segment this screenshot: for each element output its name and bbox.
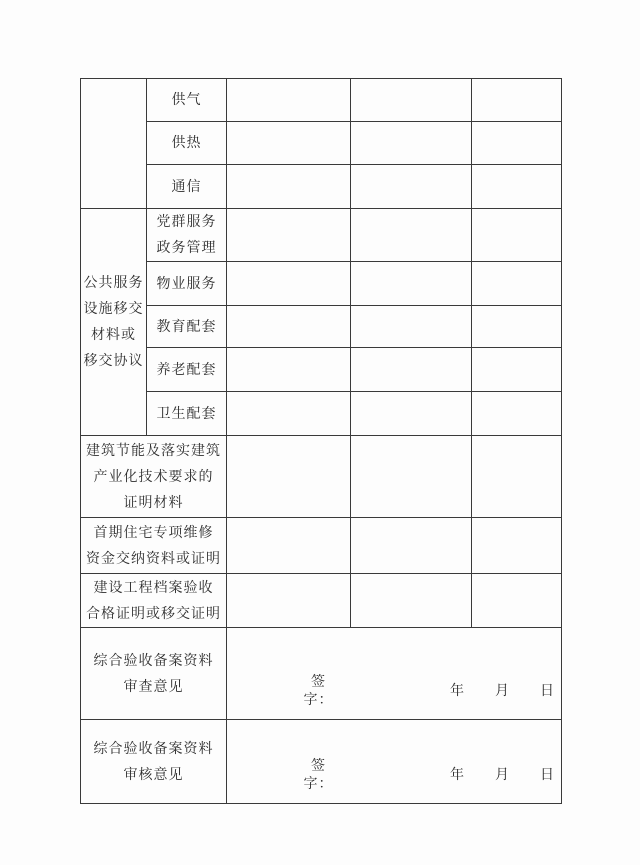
table-row: [81, 209, 562, 262]
entry-cell[interactable]: [472, 306, 562, 348]
label-line: 审查意见: [123, 678, 184, 695]
entry-cell[interactable]: [351, 574, 472, 628]
entry-cell[interactable]: [351, 209, 472, 262]
date-year-label: 年: [450, 683, 465, 699]
entry-cell[interactable]: [227, 436, 351, 518]
date-month-label: 月: [495, 767, 510, 783]
table-row: [81, 79, 562, 122]
group-label-line: 材料或: [91, 327, 136, 343]
entry-cell[interactable]: [227, 518, 351, 574]
entry-cell[interactable]: [472, 518, 562, 574]
entry-cell[interactable]: [472, 436, 562, 518]
label-line: 综合验收备案资料: [93, 740, 214, 757]
item-elderly-care: 养老配套: [147, 348, 227, 392]
table-row: [81, 628, 562, 720]
item-telecom: 通信: [147, 165, 227, 209]
item-education: 教育配套: [147, 306, 227, 348]
item-healthcare: 卫生配套: [147, 392, 227, 436]
table-row: [81, 720, 562, 804]
signature-label: 签字：: [303, 758, 334, 792]
label-line: 证明材料: [123, 494, 184, 511]
entry-cell[interactable]: [227, 348, 351, 392]
archive-certificate-label: [81, 574, 227, 628]
acceptance-filing-table: [80, 78, 562, 804]
date-fields: [450, 682, 555, 700]
date-year-label: 年: [450, 767, 465, 783]
review-opinion-field[interactable]: [227, 628, 562, 720]
entry-cell[interactable]: [472, 262, 562, 306]
group-label-line: 移交协议: [83, 353, 144, 369]
table-row: [81, 262, 562, 306]
entry-cell[interactable]: [351, 392, 472, 436]
table-row: [81, 348, 562, 392]
signature-line: [297, 757, 555, 793]
entry-cell[interactable]: [351, 165, 472, 209]
label-line: 首期住宅专项维修: [93, 524, 214, 541]
table-row: [81, 436, 562, 518]
entry-cell[interactable]: [351, 518, 472, 574]
label-line: 综合验收备案资料: [93, 652, 214, 669]
entry-cell[interactable]: [472, 165, 562, 209]
date-fields: [450, 766, 555, 784]
entry-cell[interactable]: [227, 306, 351, 348]
entry-cell[interactable]: [227, 392, 351, 436]
public-facilities-group-label: [81, 209, 147, 436]
label-line: 产业化技术要求的: [93, 468, 214, 485]
entry-cell[interactable]: [351, 436, 472, 518]
entry-cell[interactable]: [472, 348, 562, 392]
utilities-group-label-cell: [81, 79, 147, 209]
entry-cell[interactable]: [472, 392, 562, 436]
entry-cell[interactable]: [351, 122, 472, 165]
item-property-service: 物业服务: [147, 262, 227, 306]
review-opinion-label: [81, 628, 227, 720]
label-line: 资金交纳资料或证明: [86, 550, 221, 567]
entry-cell[interactable]: [351, 79, 472, 122]
item-party-gov-service: [147, 209, 227, 262]
date-day-label: 日: [540, 767, 555, 783]
label-line: 建筑节能及落实建筑: [86, 442, 221, 459]
item-line: 政务管理: [156, 240, 217, 256]
audit-opinion-field[interactable]: [227, 720, 562, 804]
date-day-label: 日: [540, 683, 555, 699]
table-row: [81, 518, 562, 574]
entry-cell[interactable]: [227, 574, 351, 628]
entry-cell[interactable]: [351, 262, 472, 306]
audit-opinion-label: [81, 720, 227, 804]
group-label-line: 设施移交: [83, 301, 144, 317]
entry-cell[interactable]: [351, 306, 472, 348]
item-heat-supply: 供热: [147, 122, 227, 165]
entry-cell[interactable]: [227, 209, 351, 262]
signature-label: 签字：: [303, 674, 334, 708]
entry-cell[interactable]: [227, 165, 351, 209]
table-row: [81, 122, 562, 165]
maintenance-fund-label: [81, 518, 227, 574]
table-row: [81, 306, 562, 348]
entry-cell[interactable]: [227, 79, 351, 122]
label-line: 审核意见: [123, 766, 184, 783]
item-gas-supply: 供气: [147, 79, 227, 122]
entry-cell[interactable]: [351, 348, 472, 392]
label-line: 合格证明或移交证明: [86, 605, 221, 622]
date-month-label: 月: [495, 683, 510, 699]
entry-cell[interactable]: [227, 122, 351, 165]
entry-cell[interactable]: [472, 209, 562, 262]
group-label-line: 公共服务: [83, 275, 144, 291]
table-row: [81, 392, 562, 436]
entry-cell[interactable]: [227, 262, 351, 306]
entry-cell[interactable]: [472, 79, 562, 122]
table-row: [81, 165, 562, 209]
label-line: 建设工程档案验收: [93, 579, 214, 596]
energy-certificate-label: [81, 436, 227, 518]
signature-line: [297, 673, 555, 709]
entry-cell[interactable]: [472, 574, 562, 628]
entry-cell[interactable]: [472, 122, 562, 165]
table-row: [81, 574, 562, 628]
item-line: 党群服务: [156, 214, 217, 230]
